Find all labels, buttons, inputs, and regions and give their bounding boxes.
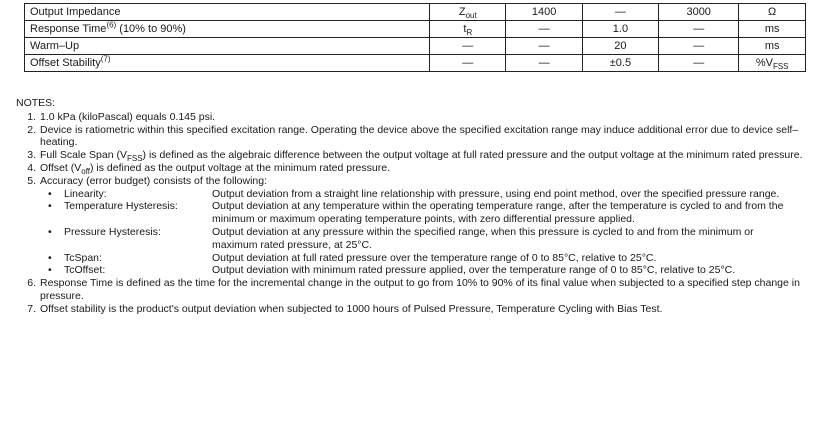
accuracy-desc: Output deviation at any pressure within the specified range, when this pressure is cycled to and from the minimum or maximum rated pressure, at 25°C. <box>212 225 754 251</box>
table-row <box>25 55 806 72</box>
accuracy-term: Pressure Hysteresis: <box>64 225 161 238</box>
max-cell: — <box>659 38 739 55</box>
notes-section <box>16 97 812 316</box>
accuracy-desc: Output deviation with minimum rated pressure applied, over the temperature range of 0 to 85°C, relative to 25°C. <box>212 264 736 277</box>
note-text: Accuracy (error budget) consists of the following: <box>40 174 268 187</box>
max-cell: — <box>659 55 739 72</box>
table-row <box>25 21 806 38</box>
bullet: • <box>48 187 52 200</box>
bullet: • <box>48 225 52 238</box>
note-2 <box>16 124 812 150</box>
note-7 <box>16 303 812 316</box>
min-cell: — <box>506 55 582 72</box>
typ-cell: — <box>582 4 658 21</box>
bullet: • <box>48 264 52 277</box>
spec-table <box>24 3 806 72</box>
max-cell: 3000 <box>659 4 739 21</box>
note-number: 3. <box>27 149 36 162</box>
note-4 <box>16 162 812 175</box>
symbol-cell: — <box>430 55 506 72</box>
table-row <box>25 38 806 55</box>
accuracy-term: TcSpan: <box>64 251 102 264</box>
accuracy-term: TcOffset: <box>64 264 106 277</box>
table-row <box>25 4 806 21</box>
note-number: 4. <box>27 161 36 174</box>
symbol-cell: $t_R$ <box>430 21 506 38</box>
min-cell: — <box>506 38 582 55</box>
note-number: 6. <box>27 277 36 290</box>
notes-title: NOTES: <box>16 97 56 109</box>
note-text: Offset $(V_{off})$ is defined as the output voltage at the minimum rated pressure. <box>40 161 390 177</box>
unit-cell: $\%V_{FSS}$ <box>739 55 806 72</box>
accuracy-desc: Output deviation from a straight line relationship with pressure, using end point method, over the specified pressure range. <box>212 187 780 200</box>
unit-cell: ms <box>739 38 806 55</box>
note-text: Full Scale Span $(V_{FSS})$ is defined as the algebraic difference between the output voltage at full rated pressure and the output voltage at the minimum rated pressure. <box>40 149 803 164</box>
note-text: 1.0 kPa (kiloPascal) equals 0.145 psi. <box>40 110 216 123</box>
accuracy-item-tcspan <box>48 252 812 265</box>
note-text: Device is ratiometric within this specified excitation range. Operating the device above the specified excitation range may induce additional error due to device self–heating. <box>40 123 799 149</box>
note-1 <box>16 111 812 124</box>
typ-cell: 20 <box>582 38 658 55</box>
accuracy-desc: Output deviation at any temperature within the operating temperature range, after the temperature is cycled to and from the minimum or maximum operating temperature points, with zero differential pressure applied. <box>212 200 784 226</box>
param-cell: Offset Stability$^{(7)}$ <box>25 55 430 72</box>
accuracy-item-temperature-hysteresis <box>48 200 812 226</box>
note-text: Response Time is defined as the time for the incremental change in the output to go from 10% to 90% of its final value when subjected to a specified step change in pressure. <box>40 277 800 302</box>
symbol-cell: — <box>430 38 506 55</box>
accuracy-item-tcoffset <box>48 264 812 277</box>
accuracy-item-pressure-hysteresis <box>48 226 812 252</box>
min-cell: 1400 <box>506 4 582 21</box>
typ-cell: 1.0 <box>582 21 658 38</box>
note-number: 7. <box>27 302 36 315</box>
note-text: Offset stability is the product's output deviation when subjected to 1000 hours of Pulsed Pressure, Temperature Cycling with Bias Test. <box>40 302 663 315</box>
accuracy-term: Linearity: <box>64 187 107 200</box>
param-cell: Output Impedance <box>25 4 430 21</box>
bullet: • <box>48 200 52 213</box>
accuracy-term: Temperature Hysteresis: <box>64 200 178 213</box>
bullet: • <box>48 251 52 264</box>
note-3 <box>16 149 812 162</box>
note-number: 1. <box>27 110 36 123</box>
note-6 <box>16 277 812 303</box>
min-cell: — <box>506 21 582 38</box>
accuracy-item-linearity <box>48 188 812 201</box>
accuracy-desc: Output deviation at full rated pressure over the temperature range of 0 to 85°C, relative to 25°C. <box>212 251 657 264</box>
typ-cell: ±0.5 <box>582 55 658 72</box>
param-cell: Warm–Up <box>25 38 430 55</box>
note-5 <box>16 175 812 188</box>
param-cell: Response Time$^{(6)}$ (10% to 90%) <box>25 21 430 38</box>
unit-cell: Ω <box>739 4 806 21</box>
max-cell: — <box>659 21 739 38</box>
symbol-cell: $Z_{out}$ <box>430 4 506 21</box>
unit-cell: ms <box>739 21 806 38</box>
note-number: 5. <box>27 174 36 187</box>
note-number: 2. <box>27 123 36 136</box>
